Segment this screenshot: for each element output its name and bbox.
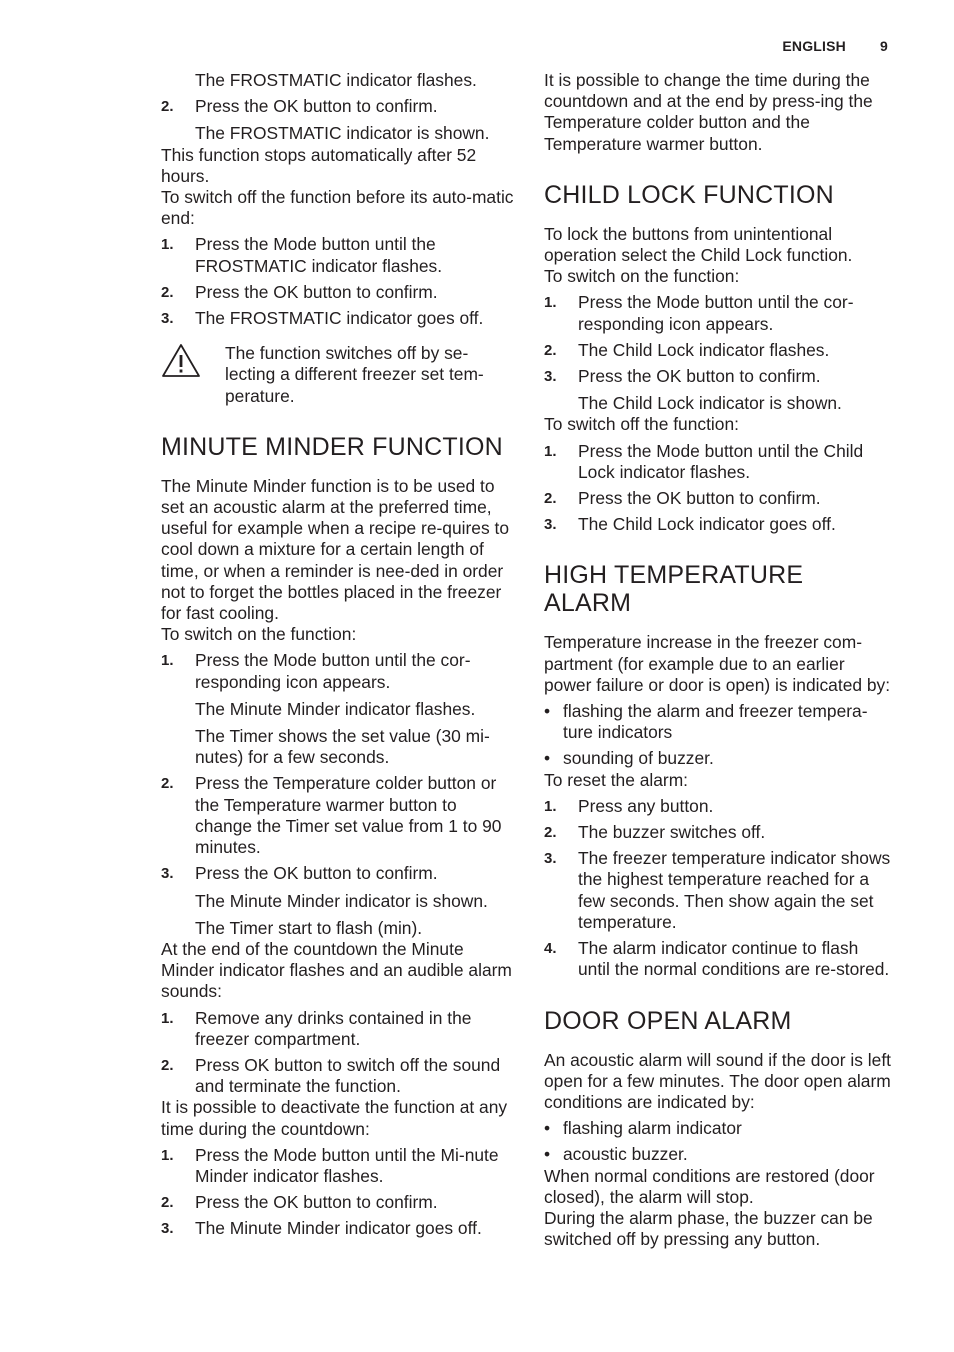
step-number: 1. (161, 1009, 174, 1027)
frostmatic-flashes-text: The FROSTMATIC indicator flashes. (195, 70, 477, 90)
language-label: ENGLISH (782, 38, 846, 54)
reset-alarm-intro: To reset the alarm: (544, 769, 689, 790)
child-lock-description: To lock the buttons from unintentional operation select the Child Lock function. (544, 223, 853, 266)
step-text: Press the OK button to confirm. (195, 281, 438, 302)
step-text: Press the OK button to confirm. (578, 366, 821, 387)
minute-minder-off-step-2 (161, 1192, 516, 1213)
child-lock-on-step-3 (544, 366, 894, 387)
reset-step-3 (544, 848, 894, 933)
change-time-text: It is possible to change the time during the countdown and at the end by press-ing the Temperature colder button and the Temperature warmer button. (544, 70, 873, 154)
frostmatic-auto-stop-text: This function stops automatically after 52 hours. (161, 144, 477, 186)
page-header (782, 38, 888, 54)
reset-step-1 (544, 796, 894, 817)
step-text: Press the Mode button until the cor-responding icon appears. (195, 650, 471, 692)
high-temp-bullet-2 (544, 748, 894, 769)
step-text: Press the Mode button until the cor-responding icon appears. (578, 292, 854, 334)
door-open-alarm-heading: DOOR OPEN ALARM (544, 1006, 792, 1035)
child-lock-switch-off-intro: To switch off the function: (544, 414, 739, 435)
high-temperature-alarm-heading: HIGH TEMPERATURE ALARM (544, 561, 804, 618)
step-number: 3. (544, 850, 557, 868)
high-temp-description: Temperature increase in the freezer com-partment (for example due to an earlier power failure or door is open) is indicated by: (544, 632, 891, 695)
timer-shows-value-text: The Timer shows the set value (30 mi-nutes) for a few seconds. (195, 726, 490, 768)
step-number: 3. (544, 516, 557, 534)
step-number: 1. (544, 797, 557, 815)
step-number: 1. (544, 442, 557, 460)
countdown-end-text: At the end of the countdown the Minute Minder indicator flashes and an audible alarm sounds: (161, 938, 512, 1002)
step-text: Press the OK button to confirm. (195, 863, 438, 884)
step-number: 3. (544, 368, 557, 386)
step-number: 1. (161, 236, 174, 254)
child-lock-shown-text: The Child Lock indicator is shown. (578, 393, 842, 414)
step-number: 2. (544, 824, 557, 842)
step-text: The buzzer switches off. (578, 822, 766, 843)
door-open-bullet-2 (544, 1144, 894, 1165)
bullet-icon: • (544, 1118, 551, 1139)
step-number: 2. (161, 775, 174, 793)
bullet-text: acoustic buzzer. (563, 1144, 688, 1165)
child-lock-heading: CHILD LOCK FUNCTION (544, 180, 834, 209)
minute-minder-off-step-1 (161, 1145, 516, 1187)
left-column (161, 70, 516, 1240)
child-lock-on-step-2 (544, 340, 894, 361)
child-lock-off-step-1 (544, 441, 894, 483)
step-text: Press any button. (578, 795, 714, 816)
reset-step-4 (544, 938, 894, 980)
reset-step-2 (544, 822, 894, 843)
page-number: 9 (880, 38, 888, 54)
step-text: The FROSTMATIC indicator goes off. (195, 308, 484, 329)
bullet-icon: • (544, 748, 551, 769)
warning-note (161, 343, 516, 407)
minute-minder-flashes-text: The Minute Minder indicator flashes. (195, 698, 476, 719)
timer-flash-text: The Timer start to flash (min). (195, 917, 423, 938)
step-number: 2. (161, 1056, 174, 1074)
step-number: 4. (544, 940, 557, 958)
step-text: Press the Temperature colder button or the Temperature warmer button to change the Timer set value from 1 to 90 minutes. (195, 773, 502, 858)
door-open-bullet-1 (544, 1118, 894, 1139)
frostmatic-off-step-2 (161, 282, 516, 303)
step-number: 1. (544, 294, 557, 312)
minute-minder-on-step-3 (161, 863, 516, 884)
step-text: The Child Lock indicator flashes. (578, 339, 830, 360)
step-number: 2. (161, 1194, 174, 1212)
warning-text: The function switches off by se-lecting a different freezer set tem-perature. (225, 343, 484, 406)
step-text: The Minute Minder indicator goes off. (195, 1218, 482, 1239)
step-number: 3. (161, 865, 174, 883)
step-number: 2. (161, 283, 174, 301)
step-text: Press the Mode button until the FROSTMATIC indicator flashes. (195, 234, 443, 276)
step-text: Press the OK button to confirm. (195, 1192, 438, 1213)
frostmatic-shown-text: The FROSTMATIC indicator is shown. (195, 123, 490, 144)
bullet-text: sounding of buzzer. (563, 748, 714, 769)
child-lock-on-step-1 (544, 292, 894, 334)
step-text: Press the Mode button until the Mi-nute Minder indicator flashes. (195, 1144, 499, 1186)
step-text: Press OK button to switch off the sound and terminate the function. (195, 1054, 501, 1097)
step-text: The Child Lock indicator goes off. (578, 514, 836, 535)
minute-minder-off-step-3 (161, 1218, 516, 1239)
minute-minder-heading: MINUTE MINDER FUNCTION (161, 432, 503, 461)
minute-minder-shown-text: The Minute Minder indicator is shown. (195, 890, 488, 911)
step-number: 2. (544, 490, 557, 508)
step-text: Remove any drinks contained in the freezer compartment. (195, 1007, 472, 1049)
deactivate-intro: It is possible to deactivate the function at any time during the countdown: (161, 1097, 508, 1139)
child-lock-off-step-3 (544, 514, 894, 535)
bullet-text: flashing the alarm and freezer tempera-ture indicators (563, 701, 868, 743)
right-column (544, 70, 894, 1250)
door-open-description: An acoustic alarm will sound if the door is left open for a few minutes. The door open alarm conditions are indicated by: (544, 1049, 892, 1112)
minute-minder-description: The Minute Minder function is to be used to set an acoustic alarm at the preferred time, useful for example when a recipe re-quires to cool down a mixture for a certain length of time, or when a reminder is nee-ded in order not to forget the bottles placed in the freezer for fast cooling. (161, 475, 509, 624)
minute-minder-on-step-2 (161, 773, 516, 858)
minute-minder-on-step-1 (161, 650, 516, 692)
step-text: Press the OK button to confirm. (195, 96, 438, 117)
countdown-end-step-1 (161, 1008, 516, 1050)
minute-minder-switch-on-intro: To switch on the function: (161, 624, 357, 645)
step-number: 3. (161, 1220, 174, 1238)
bullet-icon: • (544, 1144, 551, 1165)
frostmatic-on-step-2 (161, 96, 516, 117)
bullet-text: flashing alarm indicator (563, 1118, 742, 1139)
frostmatic-off-step-1 (161, 234, 516, 276)
high-temp-bullet-1 (544, 701, 894, 743)
step-number: 1. (161, 1146, 174, 1164)
step-text: The alarm indicator continue to flash until the normal conditions are re-stored. (578, 938, 890, 980)
step-text: Press the OK button to confirm. (578, 488, 821, 509)
step-number: 1. (161, 652, 174, 670)
step-number: 2. (544, 341, 557, 359)
door-closed-text: When normal conditions are restored (door closed), the alarm will stop. (544, 1165, 875, 1207)
countdown-end-step-2 (161, 1055, 516, 1097)
warning-triangle-icon (161, 343, 225, 407)
bullet-icon: • (544, 701, 551, 722)
step-text: The freezer temperature indicator shows the highest temperature reached for a few seconds. Then show again the set temperature. (578, 848, 891, 932)
child-lock-off-step-2 (544, 488, 894, 509)
frostmatic-switch-off-intro: To switch off the function before its auto-matic end: (161, 187, 514, 229)
step-number: 3. (161, 310, 174, 328)
step-number: 2. (161, 98, 174, 116)
frostmatic-off-step-3 (161, 308, 516, 329)
buzzer-off-text: During the alarm phase, the buzzer can be switched off by pressing any button. (544, 1207, 873, 1250)
step-text: Press the Mode button until the Child Lock indicator flashes. (578, 440, 864, 482)
child-lock-switch-on-intro: To switch on the function: (544, 266, 740, 287)
